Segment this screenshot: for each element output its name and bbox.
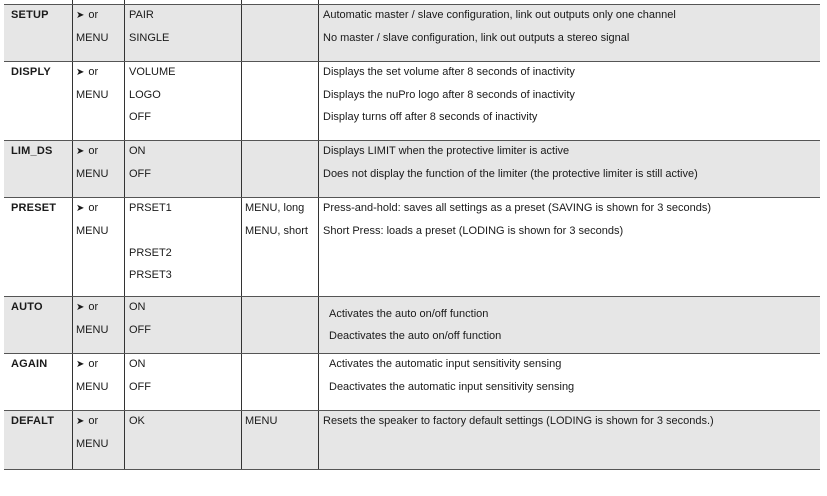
description-text: Display turns off after 8 seconds of inactivity <box>323 111 538 123</box>
option-value: LOGO <box>129 89 161 101</box>
option-value: ON <box>129 301 146 313</box>
navigation-cell <box>72 198 125 296</box>
options-cell <box>124 141 242 197</box>
option-value: PAIR <box>129 9 154 21</box>
arrow-right-icon: ➤ <box>76 416 85 427</box>
navigation-cell <box>72 297 125 353</box>
arrow-right-icon: ➤ <box>76 67 85 78</box>
description-text: Activates the auto on/off function <box>329 308 489 320</box>
table-row <box>4 198 820 297</box>
description-text: Activates the automatic input sensitivity sensing <box>329 358 562 370</box>
option-value: OFF <box>129 381 151 393</box>
navigation-hint <box>76 415 98 427</box>
or-label: or <box>88 358 99 370</box>
options-cell <box>124 198 242 296</box>
navigation-cell <box>72 411 125 469</box>
table-row <box>4 4 820 62</box>
option-value: SINGLE <box>129 32 170 44</box>
navigation-cell <box>72 5 125 61</box>
setting-name-cell <box>4 5 72 61</box>
action-cell <box>241 354 319 410</box>
table-body <box>4 4 820 470</box>
or-label: or <box>88 202 99 214</box>
menu-label: MENU <box>76 438 109 450</box>
table-row <box>4 354 820 411</box>
description-cell <box>318 354 820 410</box>
option-value: OFF <box>129 168 151 180</box>
navigation-hint <box>76 301 98 313</box>
navigation-cell <box>72 62 125 140</box>
table-row <box>4 411 820 470</box>
or-label: or <box>88 66 99 78</box>
description-text: Press-and-hold: saves all settings as a preset (SAVING is shown for 3 seconds) <box>323 202 712 214</box>
or-label: or <box>88 301 99 313</box>
setting-name: DISPLY <box>11 66 51 78</box>
menu-label: MENU <box>76 225 109 237</box>
setting-name-cell <box>4 141 72 197</box>
description-text: Displays the set volume after 8 seconds of inactivity <box>323 66 575 78</box>
setting-name-cell <box>4 297 72 353</box>
or-label: or <box>88 9 99 21</box>
description-cell <box>318 411 820 469</box>
menu-label: MENU <box>76 89 109 101</box>
options-cell <box>124 5 242 61</box>
setting-name: LIM_DS <box>11 145 53 157</box>
action-cell <box>241 141 319 197</box>
setting-name: AGAIN <box>11 358 48 370</box>
description-text: Automatic master / slave configuration, link out outputs only one channel <box>323 9 676 21</box>
action-cell <box>241 297 319 353</box>
arrow-right-icon: ➤ <box>76 10 85 21</box>
description-text: Short Press: loads a preset (LODING is shown for 3 seconds) <box>323 225 624 237</box>
action-cell <box>241 411 319 469</box>
description-text: Resets the speaker to factory default settings (LODING is shown for 3 seconds.) <box>323 415 714 427</box>
action-cell <box>241 198 319 296</box>
arrow-right-icon: ➤ <box>76 146 85 157</box>
setting-name-cell <box>4 411 72 469</box>
description-cell <box>318 297 820 353</box>
setting-name-cell <box>4 198 72 296</box>
menu-label: MENU <box>76 168 109 180</box>
menu-label: MENU <box>76 381 109 393</box>
options-cell <box>124 62 242 140</box>
table-row <box>4 297 820 354</box>
table-row <box>4 62 820 141</box>
option-value: PRSET2 <box>129 247 172 259</box>
setting-name: SETUP <box>11 9 49 21</box>
description-cell <box>318 62 820 140</box>
navigation-hint <box>76 202 98 214</box>
setting-name-cell <box>4 354 72 410</box>
action-cell <box>241 62 319 140</box>
description-cell <box>318 5 820 61</box>
navigation-hint <box>76 66 98 78</box>
or-label: or <box>88 145 99 157</box>
navigation-hint <box>76 9 98 21</box>
option-value: PRSET3 <box>129 269 172 281</box>
action-cell <box>241 5 319 61</box>
option-value: VOLUME <box>129 66 176 78</box>
navigation-cell <box>72 354 125 410</box>
description-text: Displays the nuPro logo after 8 seconds of inactivity <box>323 89 575 101</box>
description-text: Displays LIMIT when the protective limiter is active <box>323 145 570 157</box>
table-row <box>4 141 820 198</box>
description-cell <box>318 141 820 197</box>
description-text: Deactivates the auto on/off function <box>329 330 502 342</box>
navigation-hint <box>76 358 98 370</box>
navigation-hint <box>76 145 98 157</box>
options-cell <box>124 411 242 469</box>
action-label: MENU, short <box>245 225 308 237</box>
options-cell <box>124 354 242 410</box>
option-value: PRSET1 <box>129 202 172 214</box>
arrow-right-icon: ➤ <box>76 359 85 370</box>
options-cell <box>124 297 242 353</box>
action-label: MENU <box>245 415 278 427</box>
action-label: MENU, long <box>245 202 305 214</box>
option-value: OFF <box>129 111 151 123</box>
setting-name: DEFALT <box>11 415 55 427</box>
arrow-right-icon: ➤ <box>76 302 85 313</box>
or-label: or <box>88 415 99 427</box>
setting-name: PRESET <box>11 202 57 214</box>
description-cell <box>318 198 820 296</box>
option-value: ON <box>129 145 146 157</box>
menu-label: MENU <box>76 32 109 44</box>
setting-name: AUTO <box>11 301 43 313</box>
menu-label: MENU <box>76 324 109 336</box>
option-value: OK <box>129 415 145 427</box>
description-text: No master / slave configuration, link out outputs a stereo signal <box>323 32 630 44</box>
description-text: Deactivates the automatic input sensitivity sensing <box>329 381 575 393</box>
option-value: ON <box>129 358 146 370</box>
description-text: Does not display the function of the limiter (the protective limiter is still active) <box>323 168 698 180</box>
arrow-right-icon: ➤ <box>76 203 85 214</box>
navigation-cell <box>72 141 125 197</box>
setting-name-cell <box>4 62 72 140</box>
option-value: OFF <box>129 324 151 336</box>
